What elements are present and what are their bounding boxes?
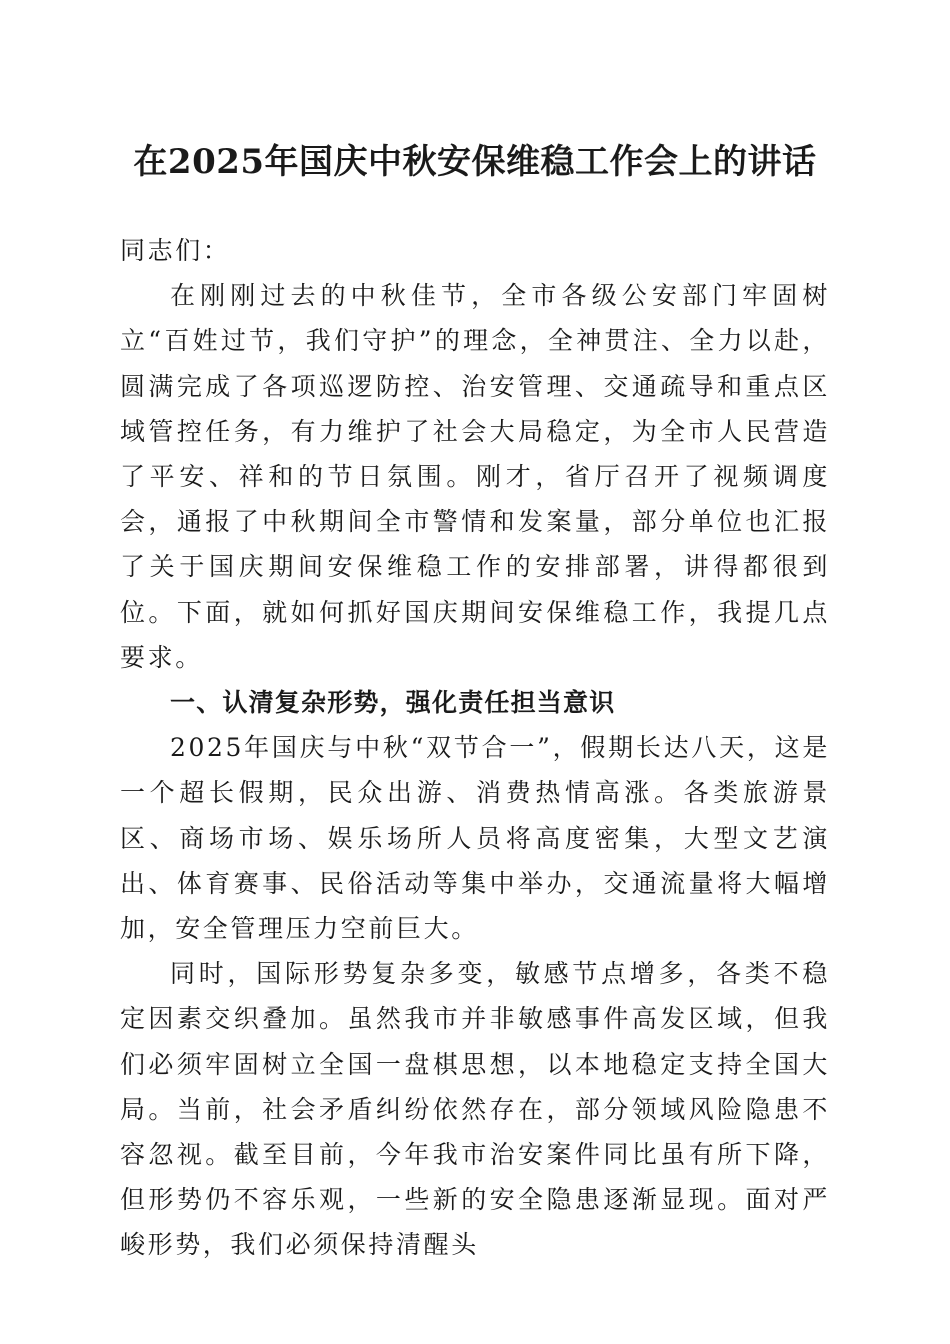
opening-paragraph: 在刚刚过去的中秋佳节，全市各级公安部门牢固树立“百姓过节，我们守护”的理念，全神贯注、全力以赴，圆满完成了各项巡逻防控、治安管理、交通疏导和重点区域管控任务，有力维护了社会大局稳定，为全市人民营造了平安、祥和的节日氛围。刚才，省厅召开了视频调度会，通报了中秋期间全市警情和发案量，部分单位也汇报了关于国庆期间安保维稳工作的安排部署，讲得都很到位。下面，就如何抓好国庆期间安保维稳工作，我提几点要求。 <box>120 281 830 672</box>
section-paragraph-1: 2025年国庆与中秋“双节合一”，假期长达八天，这是一个超长假期，民众出游、消费热情高涨。各类旅游景区、商场市场、娱乐场所人员将高度密集，大型文艺演出、体育赛事、民俗活动等集中举办，交通流量将大幅增加，安全管理压力空前巨大。 <box>120 733 830 944</box>
salutation: 同志们： <box>120 236 231 265</box>
section-paragraph-2: 同时，国际形势复杂多变，敏感节点增多，各类不稳定因素交织叠加。虽然我市并非敏感事件高发区域，但我们必须牢固树立全国一盘棋思想，以本地稳定支持全国大局。当前，社会矛盾纠纷依然存在，部分领域风险隐患不容忽视。截至目前，今年我市治安案件同比虽有所下降，但形势仍不容乐观，一些新的安全隐患逐渐显现。面对严峻形势，我们必须保持清醒头 <box>120 959 830 1260</box>
document-title: 在2025年国庆中秋安保维稳工作会上的讲话 <box>133 142 817 182</box>
section-heading: 一、认清复杂形势，强化责任担当意识 <box>170 688 616 718</box>
document-body <box>120 228 830 1268</box>
